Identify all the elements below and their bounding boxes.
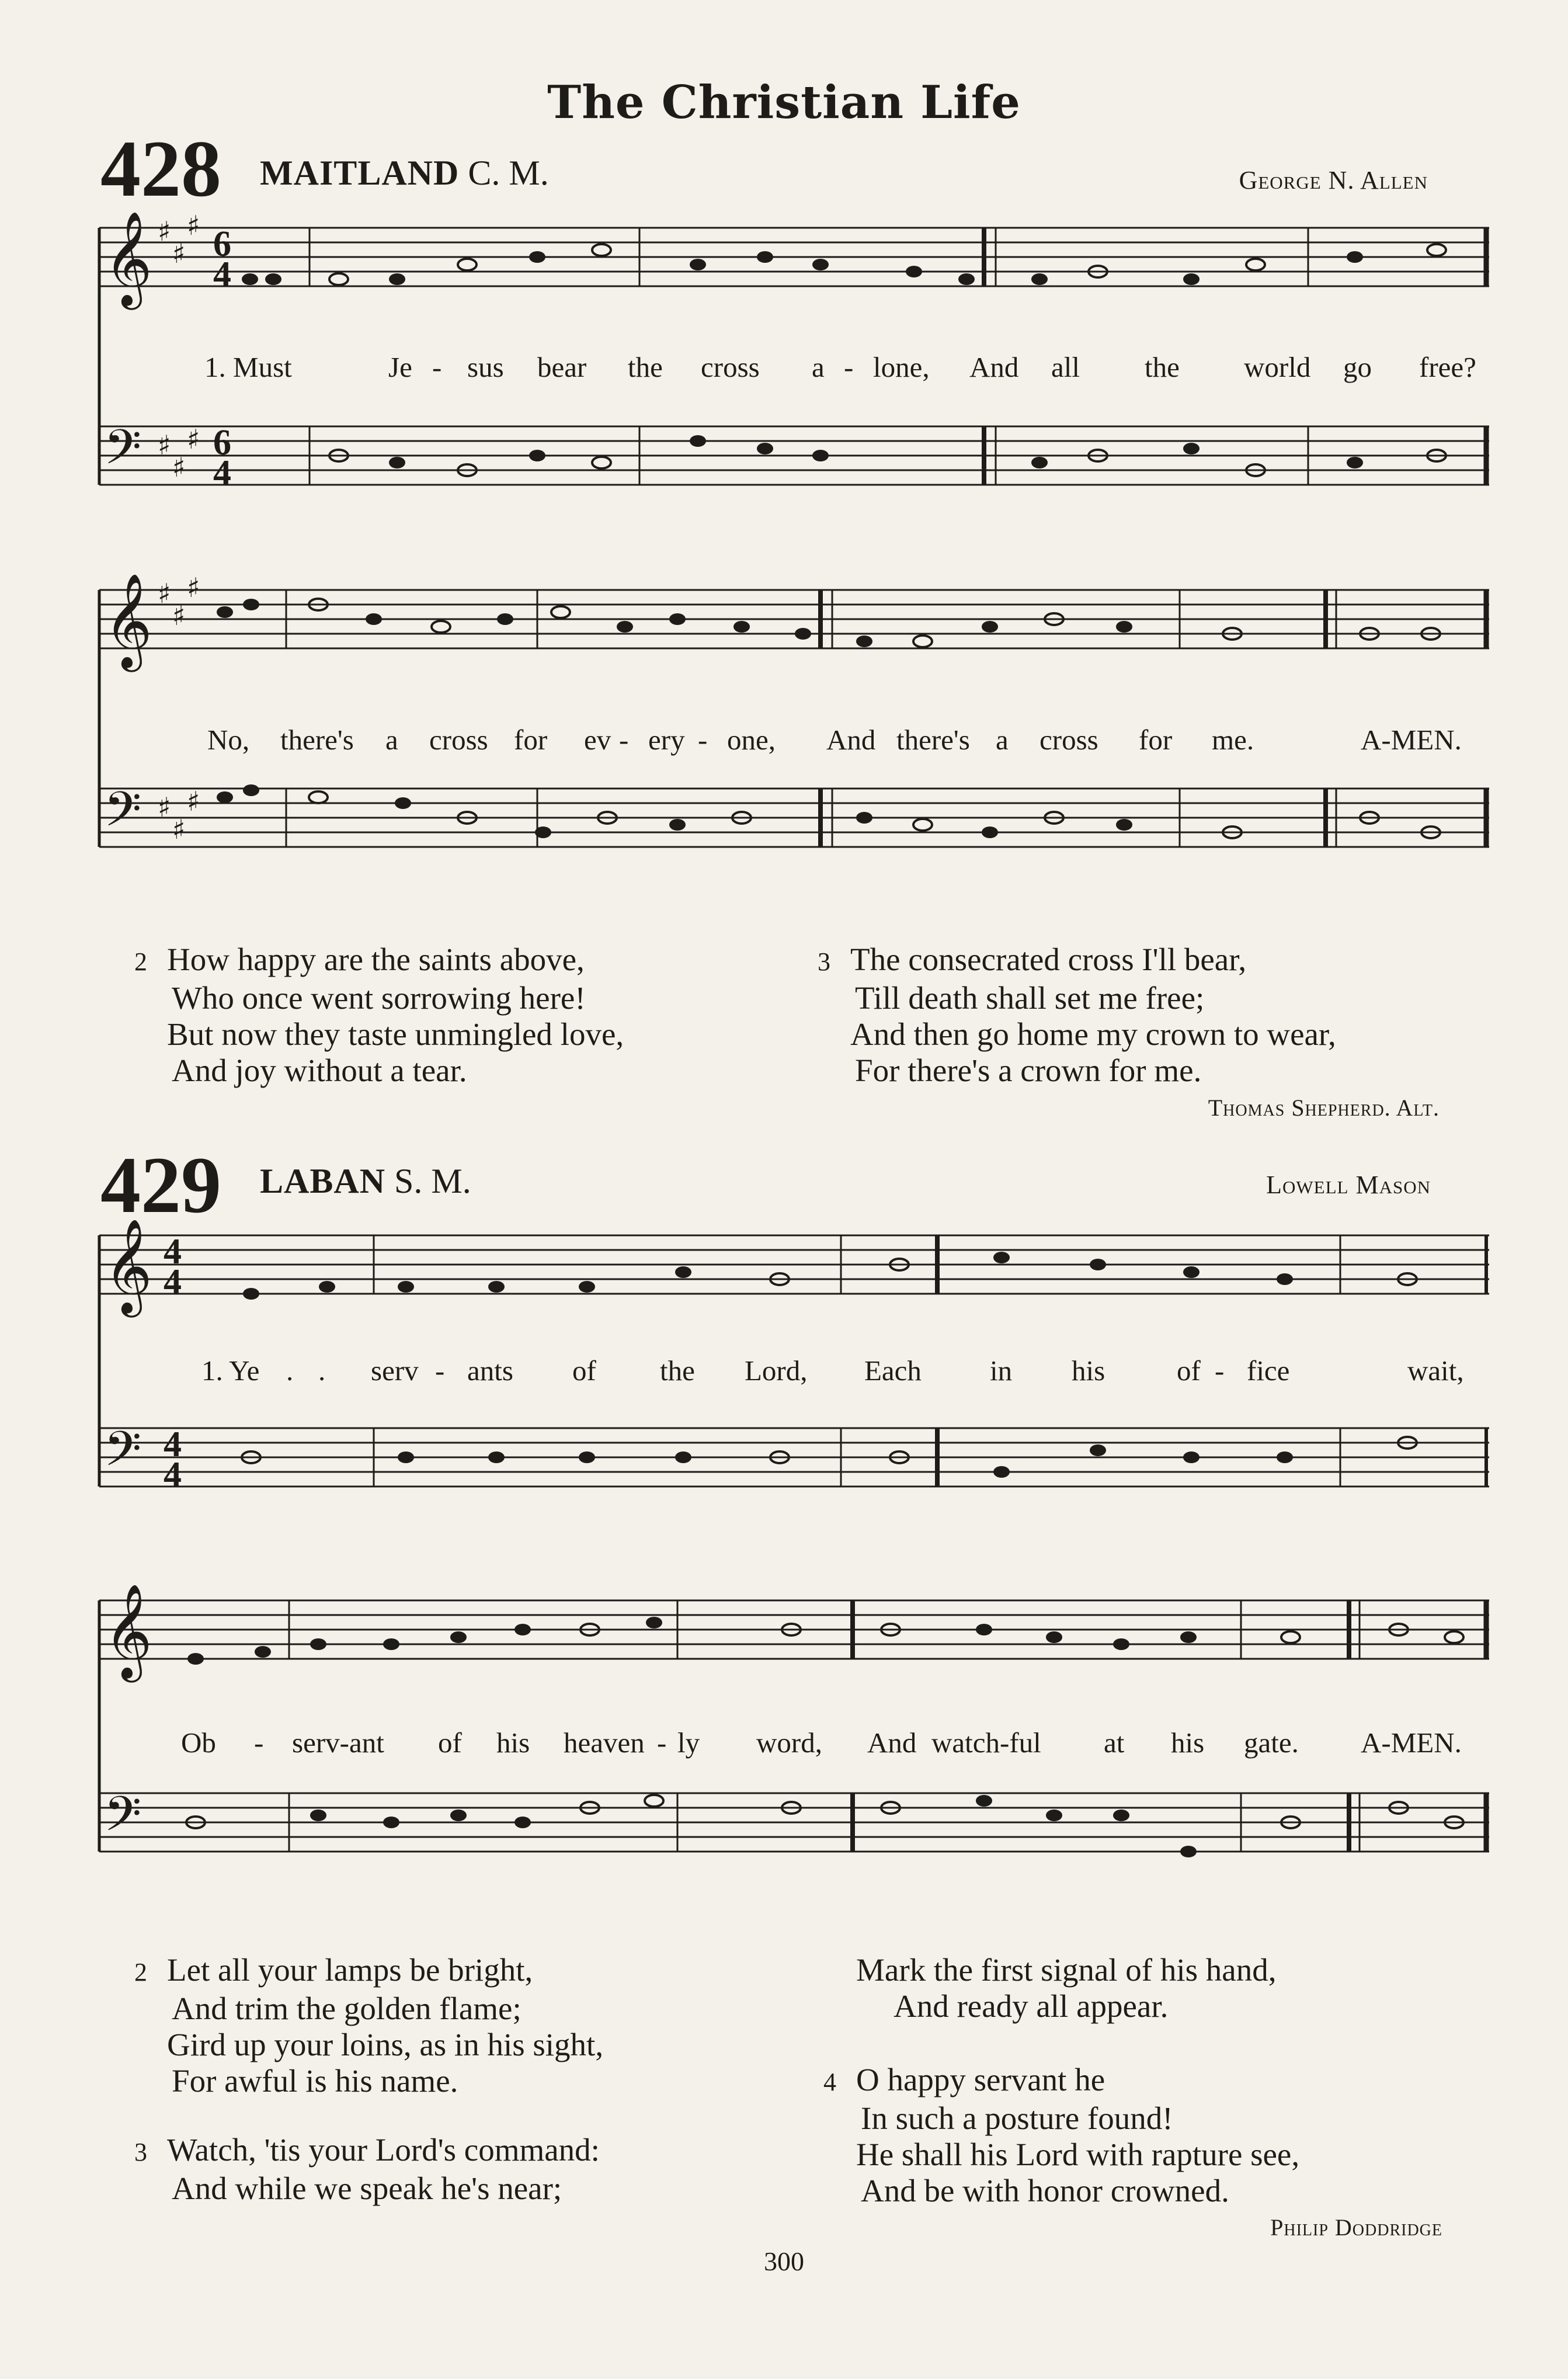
- key-signature-sharps: [158, 572, 200, 845]
- page-number: 300: [764, 2246, 804, 2276]
- syllable: there's: [280, 724, 354, 756]
- syllable: -: [619, 724, 629, 756]
- lyric-line-3: [93, 1354, 1495, 1389]
- syllable: .: [318, 1355, 326, 1387]
- syllable: Ob: [181, 1727, 216, 1759]
- meter: C. M.: [468, 154, 549, 192]
- syllable: cross: [701, 351, 760, 383]
- svg-text:6: 6: [213, 224, 231, 264]
- treble-clef-icon: 𝄞: [104, 1218, 152, 1314]
- svg-text:♯: ♯: [187, 210, 200, 241]
- syllable: ants: [467, 1355, 513, 1387]
- stanza-number: 2: [134, 1958, 147, 1986]
- stanza-line: And joy without a tear.: [172, 1053, 467, 1088]
- stanza: [134, 942, 624, 1089]
- svg-text:6: 6: [213, 423, 231, 463]
- syllable: And: [867, 1727, 917, 1759]
- syllable: his: [496, 1727, 530, 1759]
- syllable: in: [990, 1355, 1013, 1387]
- syllable: the: [1145, 351, 1180, 383]
- svg-text:♯: ♯: [172, 600, 186, 631]
- syllable: for: [514, 724, 548, 756]
- bass-clef-icon: 𝄢: [104, 1786, 142, 1854]
- syllable: -: [698, 724, 708, 756]
- tune-name: MAITLAND: [260, 154, 460, 192]
- syllable: Lord,: [745, 1355, 808, 1387]
- svg-text:4: 4: [213, 453, 231, 493]
- stanza-line: Gird up your loins, as in his sight,: [167, 2027, 604, 2062]
- stanza-number: 4: [823, 2068, 836, 2096]
- stanza-line: Till death shall set me free;: [855, 980, 1205, 1016]
- barlines: [286, 590, 1486, 847]
- syllable: of: [572, 1355, 596, 1387]
- syllable: bear: [537, 351, 587, 383]
- bass-clef-icon: 𝄢: [104, 419, 142, 487]
- treble-clef-icon: 𝄞: [104, 211, 152, 306]
- stanza-number: 3: [818, 947, 830, 976]
- syllable: -: [432, 351, 442, 383]
- svg-text:♯: ♯: [158, 791, 171, 823]
- bass-clef-icon: 𝄢: [104, 1421, 142, 1489]
- svg-text:♯: ♯: [172, 452, 186, 483]
- stanza-line: And ready all appear.: [893, 1988, 1169, 2024]
- syllable: -: [657, 1727, 667, 1759]
- stanza-number: 2: [134, 947, 147, 976]
- syllable: free?: [1419, 351, 1476, 383]
- syllable: .: [286, 1355, 294, 1387]
- syllable: a: [996, 724, 1009, 756]
- syllable: sus: [467, 351, 504, 383]
- syllable: ev: [584, 724, 611, 756]
- syllable: And: [969, 351, 1019, 383]
- syllable: cross: [1039, 724, 1098, 756]
- lyric-line-4: [93, 1726, 1495, 1761]
- svg-text:♯: ♯: [187, 572, 200, 603]
- svg-text:4: 4: [164, 1425, 182, 1464]
- syllable: Je: [388, 351, 412, 383]
- syllable: for: [1139, 724, 1173, 756]
- stanza: [818, 942, 1336, 1089]
- stanza-line: In such a posture found!: [861, 2100, 1173, 2136]
- stanza: [134, 1952, 603, 2099]
- svg-text:♯: ♯: [172, 238, 186, 269]
- stanza-line: He shall his Lord with rapture see,: [856, 2137, 1300, 2172]
- syllable: serv: [371, 1355, 419, 1387]
- composer: Lowell Mason: [1266, 1171, 1431, 1199]
- svg-text:♯: ♯: [172, 814, 186, 845]
- syllable: watch-ful: [931, 1727, 1041, 1759]
- syllable: fice: [1247, 1355, 1290, 1387]
- stanza-line: For there's a crown for me.: [855, 1053, 1202, 1088]
- syllable: ly: [677, 1727, 700, 1759]
- composer: George N. Allen: [1239, 166, 1428, 195]
- syllable: of: [1177, 1355, 1201, 1387]
- svg-text:♯: ♯: [158, 429, 171, 461]
- syllable: -: [844, 351, 854, 383]
- tune-heading: [260, 1161, 471, 1201]
- stanza-line: How happy are the saints above,: [167, 942, 585, 977]
- syllable: there's: [896, 724, 970, 756]
- syllable: wait,: [1407, 1355, 1464, 1387]
- syllable: heaven: [564, 1727, 645, 1759]
- stanza: [134, 2132, 600, 2207]
- stanza-continuation: [823, 1952, 1276, 2024]
- svg-text:♯: ♯: [187, 423, 200, 455]
- syllable: No,: [207, 724, 250, 756]
- svg-text:4: 4: [164, 1262, 182, 1302]
- stanza-line: And while we speak he's near;: [172, 2170, 562, 2206]
- key-signature-sharps: [158, 210, 200, 483]
- syllable: me.: [1212, 724, 1254, 756]
- stanza-line: Watch, 'tis your Lord's command:: [167, 2132, 600, 2168]
- stanza-line: But now they taste unmingled love,: [167, 1016, 624, 1052]
- syllable: a: [385, 724, 398, 756]
- syllable: -: [1215, 1355, 1225, 1387]
- syllable: one,: [727, 724, 776, 756]
- hymn-number: 429: [100, 1140, 221, 1230]
- syllable: A-MEN.: [1361, 724, 1462, 756]
- bass-clef-icon: 𝄢: [104, 781, 142, 849]
- treble-staff: [99, 590, 1489, 648]
- syllable: 1. Ye: [201, 1355, 260, 1387]
- svg-text:♯: ♯: [187, 786, 200, 817]
- syllable: And: [826, 724, 876, 756]
- stanza-line: O happy servant he: [856, 2062, 1105, 2097]
- syllable: ery: [648, 724, 685, 756]
- syllable: serv-ant: [292, 1727, 384, 1759]
- stanza-number: 3: [134, 2138, 147, 2166]
- stanza-line: And trim the golden flame;: [172, 1991, 521, 2026]
- tune-name: LABAN: [260, 1162, 386, 1200]
- stanza-line: And then go home my crown to wear,: [850, 1016, 1336, 1052]
- svg-text:4: 4: [164, 1455, 182, 1495]
- syllable: his: [1072, 1355, 1105, 1387]
- stanza: [823, 2062, 1299, 2209]
- treble-staff: [99, 1600, 1489, 1659]
- syllable: cross: [429, 724, 488, 756]
- syllable: of: [438, 1727, 462, 1759]
- author-credit: Thomas Shepherd. Alt.: [1208, 1095, 1440, 1121]
- stanza-line: And be with honor crowned.: [861, 2173, 1229, 2208]
- stanza-line: For awful is his name.: [172, 2063, 458, 2099]
- syllable: the: [660, 1355, 695, 1387]
- treble-clef-icon: 𝄞: [104, 573, 152, 668]
- tune-heading: [260, 153, 549, 193]
- svg-text:♯: ♯: [158, 216, 171, 247]
- treble-clef-icon: 𝄞: [104, 1583, 152, 1679]
- syllable: the: [628, 351, 663, 383]
- syllable: -: [435, 1355, 445, 1387]
- author-credit: Philip Doddridge: [1270, 2214, 1442, 2241]
- hymn-number: 428: [100, 124, 221, 213]
- syllable: -: [254, 1727, 264, 1759]
- stanza-line: Who once went sorrowing here!: [172, 980, 586, 1016]
- syllable: 1. Must: [204, 351, 292, 383]
- syllable: lone,: [873, 351, 930, 383]
- svg-text:4: 4: [213, 255, 231, 294]
- syllable: A-MEN.: [1361, 1727, 1462, 1759]
- bass-staff: [99, 426, 1489, 485]
- lyric-line-2: [93, 723, 1495, 758]
- lyric-line-1: [93, 350, 1495, 385]
- svg-text:4: 4: [164, 1232, 182, 1272]
- stanza-line: Mark the first signal of his hand,: [856, 1952, 1277, 1988]
- syllable: his: [1171, 1727, 1205, 1759]
- svg-text:♯: ♯: [158, 578, 171, 609]
- syllable: Each: [864, 1355, 922, 1387]
- stanza-line: Let all your lamps be bright,: [167, 1952, 533, 1988]
- treble-staff: [99, 1235, 1489, 1294]
- syllable: a: [812, 351, 825, 383]
- syllable: go: [1343, 351, 1372, 383]
- syllable: word,: [756, 1727, 822, 1759]
- syllable: gate.: [1244, 1727, 1299, 1759]
- syllable: world: [1244, 351, 1311, 383]
- syllable: at: [1104, 1727, 1125, 1759]
- stanza-line: The consecrated cross I'll bear,: [850, 942, 1247, 977]
- meter: S. M.: [394, 1162, 471, 1200]
- treble-staff: [99, 228, 1489, 286]
- section-title: The Christian Life: [547, 76, 1021, 129]
- syllable: all: [1051, 351, 1080, 383]
